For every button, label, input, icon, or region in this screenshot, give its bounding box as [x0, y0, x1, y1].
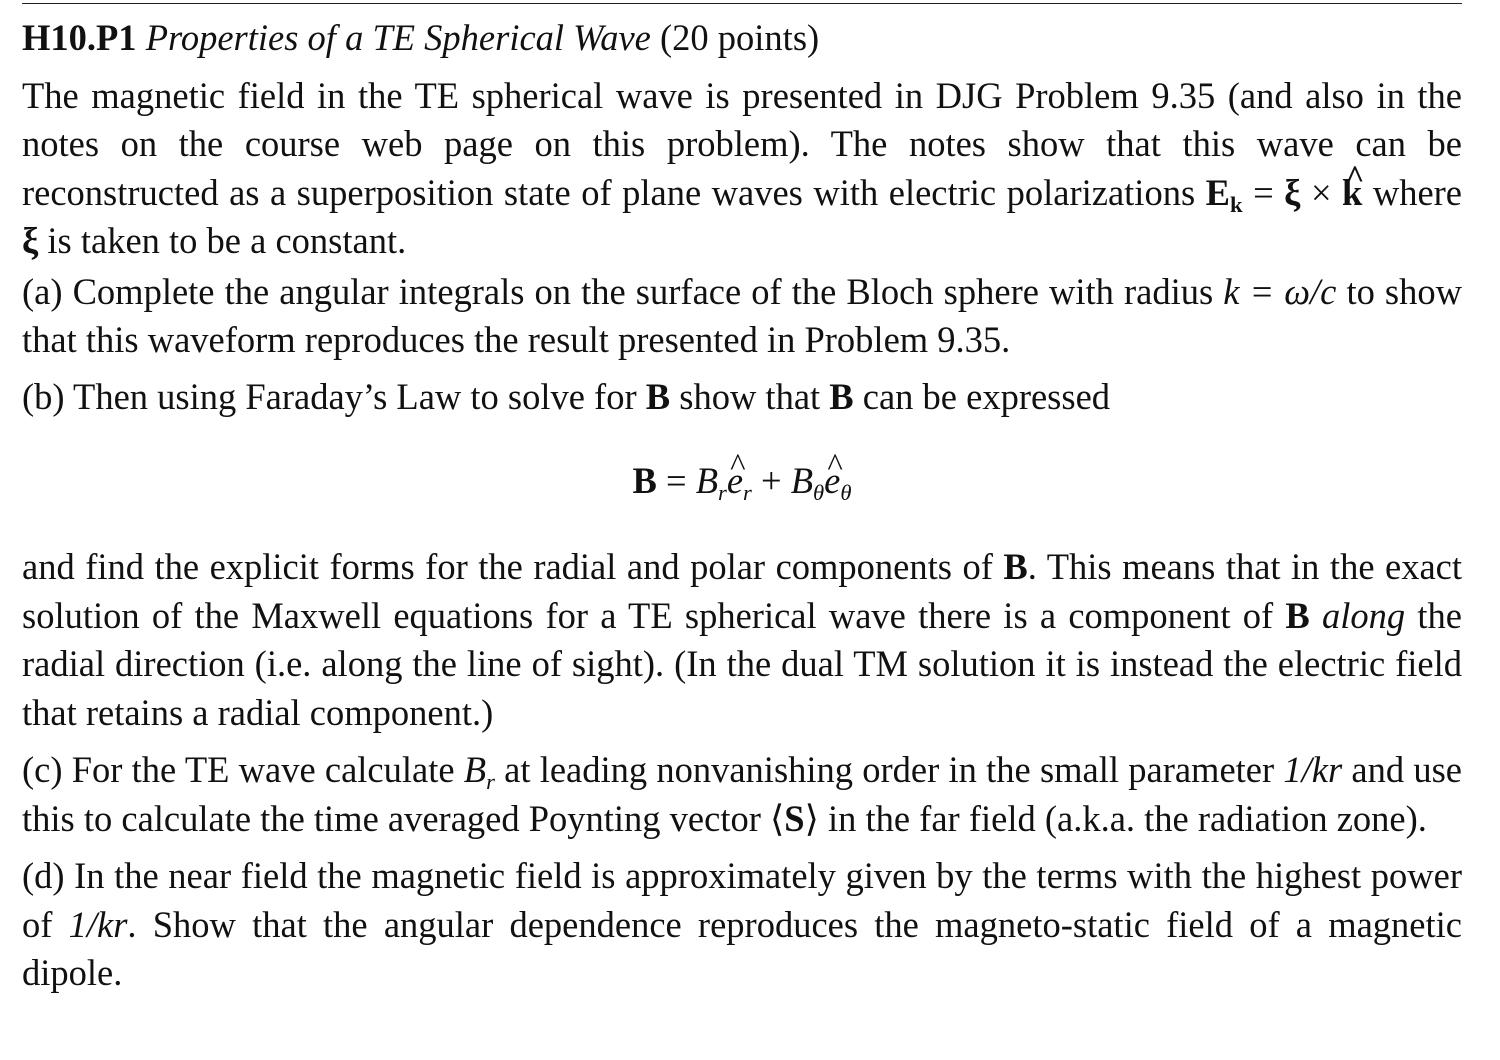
- polarization-formula: $E_k$: [1205, 171, 1243, 217]
- part-b-continued: and find the explicit forms for the radial and polar components of B. This means that in the exact solution of the Maxwell equations for a TE spherical wave there is a component of B along the radial direction (i.e. along the line of sight). (In the dual TM solution it is instead the electric field that retains a radial component.): [22, 546, 1463, 733]
- k-hat-symbol: ^ k: [1342, 169, 1362, 218]
- intro-text: The magnetic field in the TE spherical wave is presented in DJG Problem 9.35 (and also in the notes on the course web page on this problem). The notes show that this wave can be reconstructed as a superposition state of plane waves with electric polarizations: [22, 74, 1462, 213]
- b-field-equation: $B = B_r\^{}$ $e_r$ + $B_\theta\^{}$ $e_\theta$: [22, 445, 1462, 517]
- radius-formula: k = ω/c: [1223, 270, 1337, 312]
- part-d: (d) In the near field the magnetic field is approximately given by the terms with the highest power of 1/kr. Show that the angular dependence reproduces the magneto-static field of a magnetic dipole.: [22, 855, 1462, 993]
- poynting-average: ⟨S⟩: [770, 797, 819, 839]
- part-c: (c) For the TE wave calculate $B_r$ at leading nonvanishing order in the small parameter 1/kr and use this to calculate the time averaged Poynting vector ⟨S⟩ in the far field (a.k.a. the radiation zone).: [22, 749, 1462, 839]
- part-a: (a) Complete the angular integrals on the surface of the Bloch sphere with radius k = ω/c to show that this waveform reproduces the result presented in Problem 9.35.: [22, 270, 1462, 360]
- top-rule: [22, 3, 1462, 4]
- part-b: (b) Then using Faraday’s Law to solve for B show that B can be expressed: [22, 375, 1111, 417]
- problem-code: H10.P1: [22, 17, 137, 58]
- problem-document: [22, 14, 1462, 1007]
- inverse-kr: 1/kr: [1283, 749, 1343, 790]
- problem-title: [22, 14, 1462, 63]
- intro-paragraph: The magnetic field in the TE spherical wave is presented in DJG Problem 9.35 (and also in the notes on the course web page on this problem). The notes show that this wave can be reconstructed as a superposition state of plane waves with electric polarizations $E_k = \xi$ × ^ k where ξ is taken to be a constant.: [22, 72, 1462, 266]
- problem-points: (20 points): [660, 17, 820, 58]
- problem-name: Properties of a TE Spherical Wave: [145, 17, 651, 58]
- xi-symbol: ξ: [1284, 171, 1301, 213]
- xi-symbol-2: ξ: [22, 220, 39, 261]
